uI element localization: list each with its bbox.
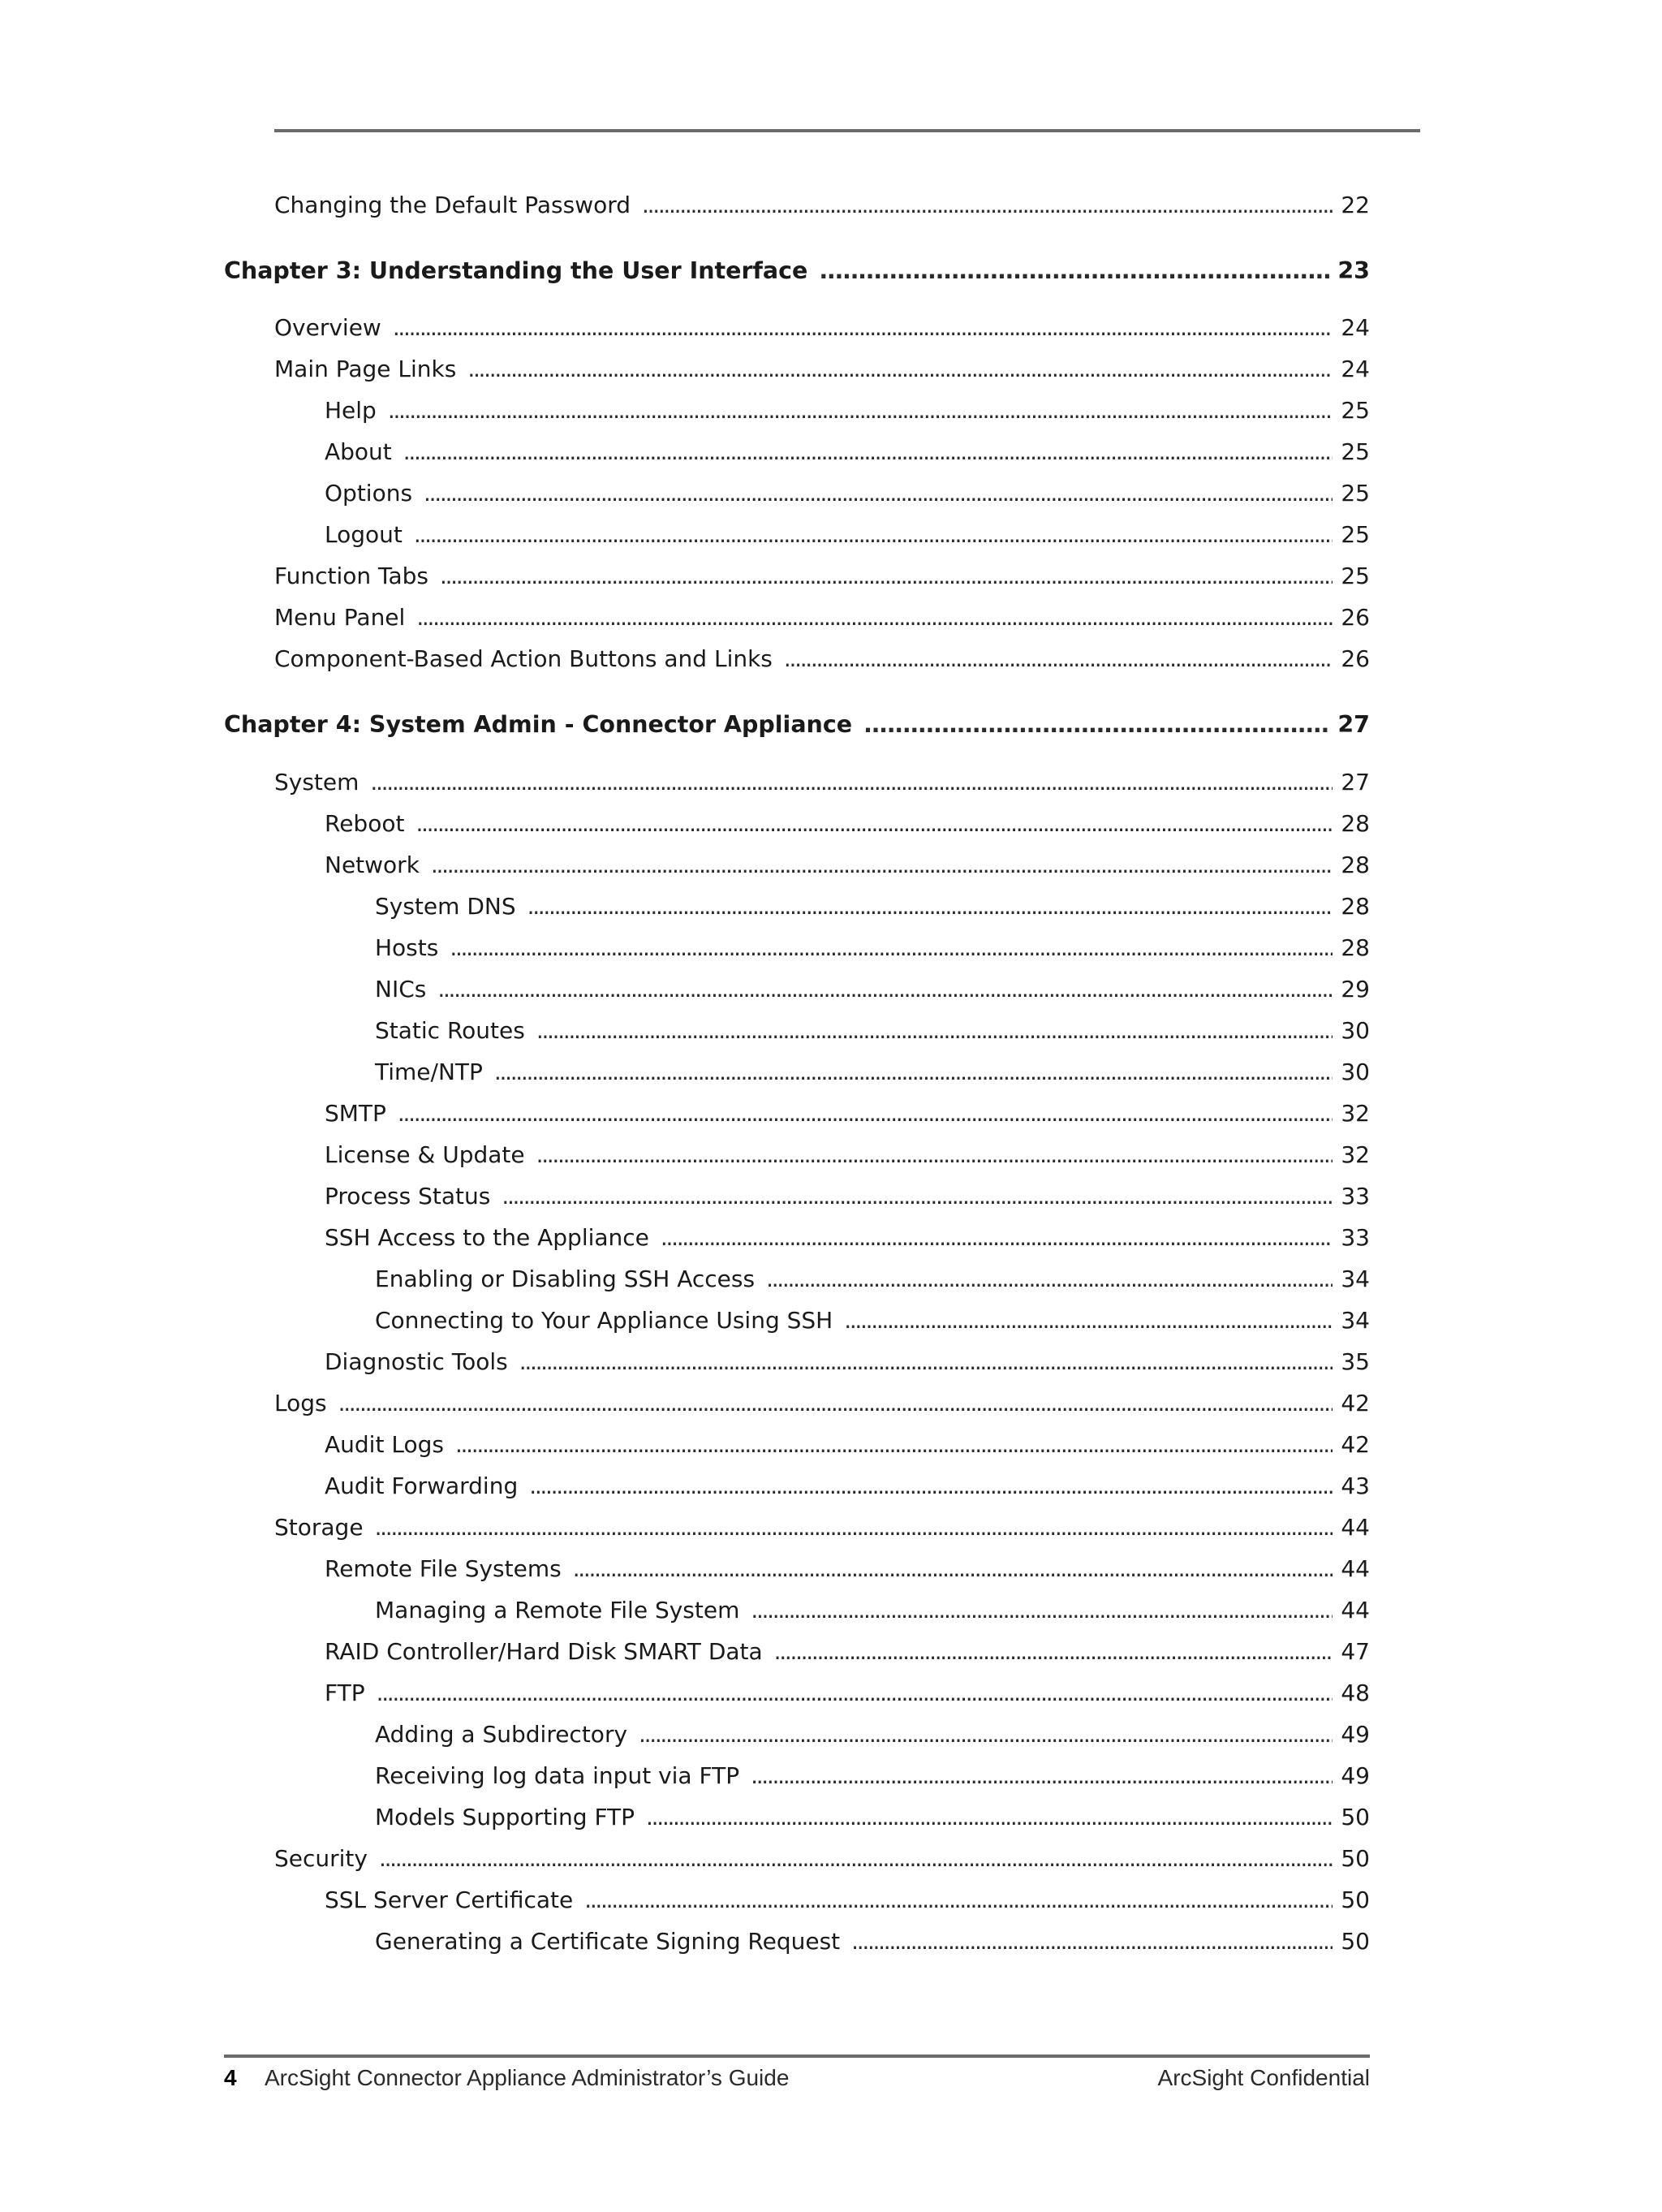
toc-dot-leader (863, 709, 1329, 741)
toc-dot-leader (519, 1346, 1333, 1378)
toc-dot-leader (584, 1884, 1333, 1917)
toc-entry-page-number: 25 (1341, 563, 1370, 589)
toc-entry[interactable] (325, 436, 1370, 468)
toc-entry-page-number: 26 (1341, 604, 1370, 631)
toc-entry[interactable] (274, 643, 1370, 675)
toc-entry[interactable] (325, 1139, 1370, 1171)
toc-entry-title: System DNS (375, 893, 516, 920)
footer-page-number: 4 (224, 2065, 237, 2090)
toc-entry-title: SSH Access to the Appliance (325, 1224, 649, 1251)
toc-entry-title: About (325, 438, 392, 465)
toc-entry-page-number: 26 (1341, 645, 1370, 672)
toc-dot-leader (639, 1718, 1333, 1751)
toc-entry[interactable] (325, 1677, 1370, 1710)
toc-entry-title: Process Status (325, 1183, 491, 1209)
toc-entry-page-number: 27 (1341, 769, 1370, 796)
toc-entry-title: Security (274, 1845, 368, 1872)
toc-dot-leader (494, 1056, 1333, 1089)
toc-dot-leader (414, 519, 1333, 551)
toc-entry-page-number: 22 (1341, 192, 1370, 218)
toc-dot-leader (642, 189, 1333, 222)
toc-entry-page-number: 24 (1341, 314, 1370, 341)
toc-entry-page-number: 23 (1337, 257, 1370, 284)
toc-dot-leader (527, 890, 1333, 923)
toc-dot-leader (379, 1843, 1333, 1875)
toc-dot-leader (766, 1263, 1333, 1296)
toc-entry-page-number: 50 (1341, 1928, 1370, 1955)
toc-dot-leader (424, 477, 1333, 510)
toc-entry-title: Changing the Default Password (274, 192, 631, 218)
toc-chapter-entry[interactable] (224, 255, 1370, 287)
toc-entry-title: NICs (375, 976, 427, 1003)
toc-entry-title: Network (325, 852, 420, 878)
toc-dot-leader (751, 1594, 1333, 1627)
toc-entry[interactable] (375, 932, 1370, 964)
toc-entry[interactable] (375, 1263, 1370, 1296)
toc-entry-page-number: 42 (1341, 1390, 1370, 1416)
toc-entry[interactable] (375, 890, 1370, 923)
footer-rule (224, 2055, 1370, 2058)
toc-entry-title: License & Update (325, 1141, 525, 1168)
toc-entry-title: System (274, 769, 360, 796)
toc-entry-page-number: 50 (1341, 1845, 1370, 1872)
toc-entry[interactable] (325, 1429, 1370, 1461)
toc-entry-page-number: 34 (1341, 1266, 1370, 1292)
toc-entry[interactable] (325, 1470, 1370, 1503)
toc-dot-leader (844, 1304, 1333, 1337)
toc-entry-title: Audit Logs (325, 1431, 444, 1458)
toc-dot-leader (573, 1553, 1333, 1585)
toc-dot-leader (416, 808, 1333, 840)
toc-entry[interactable] (274, 560, 1370, 593)
toc-chapter-entry[interactable] (224, 709, 1370, 741)
toc-entry[interactable] (325, 1553, 1370, 1585)
toc-entry[interactable] (375, 1594, 1370, 1627)
toc-entry-page-number: 50 (1341, 1804, 1370, 1830)
toc-dot-leader (467, 353, 1333, 386)
toc-entry-page-number: 49 (1341, 1721, 1370, 1748)
toc-entry-title: Connecting to Your Appliance Using SSH (375, 1307, 833, 1334)
toc-entry-page-number: 25 (1341, 521, 1370, 548)
toc-dot-leader (536, 1139, 1333, 1171)
toc-entry-page-number: 32 (1341, 1100, 1370, 1127)
toc-entry-page-number: 25 (1341, 397, 1370, 424)
toc-entry-title: Static Routes (375, 1017, 525, 1044)
toc-dot-leader (370, 766, 1333, 799)
toc-entry-page-number: 48 (1341, 1679, 1370, 1706)
toc-entry-title: Managing a Remote File System (375, 1597, 740, 1623)
toc-dot-leader (455, 1429, 1333, 1461)
toc-entry[interactable] (274, 766, 1370, 799)
toc-entry-title: Chapter 3: Understanding the User Interface (224, 257, 808, 284)
toc-entry[interactable] (274, 189, 1370, 222)
toc-entry-title: Remote File Systems (325, 1555, 562, 1582)
toc-dot-leader (819, 255, 1329, 287)
toc-entry-page-number: 25 (1341, 438, 1370, 465)
toc-entry-page-number: 28 (1341, 893, 1370, 920)
footer-confidential-label: ArcSight Confidential (1157, 2065, 1370, 2090)
toc-entry-title: Menu Panel (274, 604, 406, 631)
page-footer (224, 2060, 1370, 2096)
toc-entry-page-number: 50 (1341, 1886, 1370, 1913)
toc-dot-leader (375, 1511, 1333, 1544)
toc-entry[interactable] (325, 477, 1370, 510)
toc-entry-page-number: 34 (1341, 1307, 1370, 1334)
toc-entry-page-number: 44 (1341, 1555, 1370, 1582)
toc-entry-page-number: 24 (1341, 356, 1370, 382)
toc-dot-leader (338, 1387, 1333, 1420)
toc-entry-title: Component-Based Action Buttons and Links (274, 645, 773, 672)
toc-entry[interactable] (375, 973, 1370, 1006)
toc-dot-leader (851, 1925, 1333, 1958)
toc-entry-title: Logs (274, 1390, 327, 1416)
toc-entry[interactable] (375, 1015, 1370, 1047)
toc-entry-title: Storage (274, 1514, 364, 1541)
toc-dot-leader (774, 1636, 1333, 1668)
toc-dot-leader (536, 1015, 1333, 1047)
toc-entry-page-number: 30 (1341, 1059, 1370, 1085)
toc-entry-title: RAID Controller/Hard Disk SMART Data (325, 1638, 763, 1665)
toc-entry-title: Models Supporting FTP (375, 1804, 635, 1830)
toc-entry-title: Hosts (375, 934, 439, 961)
toc-entry-title: Reboot (325, 810, 405, 837)
toc-entry[interactable] (325, 395, 1370, 427)
toc-entry[interactable] (325, 849, 1370, 882)
toc-entry-page-number: 28 (1341, 852, 1370, 878)
toc-entry[interactable] (375, 1304, 1370, 1337)
toc-entry[interactable] (325, 1884, 1370, 1917)
toc-entry-page-number: 33 (1341, 1224, 1370, 1251)
toc-entry-page-number: 32 (1341, 1141, 1370, 1168)
toc-entry-page-number: 47 (1341, 1638, 1370, 1665)
toc-entry[interactable] (274, 602, 1370, 634)
toc-entry[interactable] (274, 1511, 1370, 1544)
toc-dot-leader (502, 1180, 1333, 1213)
toc-entry-title: FTP (325, 1679, 365, 1706)
toc-dot-leader (440, 560, 1333, 593)
toc-dot-leader (393, 312, 1333, 344)
toc-entry-title: SSL Server Certificate (325, 1886, 574, 1913)
toc-entry[interactable] (375, 1056, 1370, 1089)
toc-entry[interactable] (375, 1760, 1370, 1792)
toc-entry[interactable] (375, 1718, 1370, 1751)
toc-entry[interactable] (325, 808, 1370, 840)
toc-dot-leader (403, 436, 1333, 468)
toc-dot-leader (529, 1470, 1333, 1503)
toc-entry-title: Receiving log data input via FTP (375, 1762, 740, 1789)
toc-dot-leader (416, 602, 1333, 634)
toc-entry-title: SMTP (325, 1100, 386, 1127)
toc-entry[interactable] (325, 1222, 1370, 1254)
toc-entry-page-number: 44 (1341, 1597, 1370, 1623)
toc-entry-title: Logout (325, 521, 403, 548)
toc-entry[interactable] (325, 1097, 1370, 1130)
toc-entry[interactable] (375, 1925, 1370, 1958)
toc-dot-leader (398, 1097, 1333, 1130)
toc-entry-page-number: 25 (1341, 480, 1370, 507)
toc-entry-title: Time/NTP (375, 1059, 483, 1085)
toc-entry[interactable] (274, 1843, 1370, 1875)
toc-entry-title: Function Tabs (274, 563, 428, 589)
toc-entry-title: Options (325, 480, 413, 507)
toc-entry-title: Chapter 4: System Admin - Connector Appliance (224, 711, 853, 738)
toc-entry-page-number: 33 (1341, 1183, 1370, 1209)
toc-entry-title: Overview (274, 314, 381, 341)
toc-dot-leader (661, 1222, 1333, 1254)
toc-entry-page-number: 44 (1341, 1514, 1370, 1541)
toc-entry-title: Generating a Certificate Signing Request (375, 1928, 841, 1955)
toc-entry[interactable] (325, 519, 1370, 551)
toc-dot-leader (450, 932, 1333, 964)
toc-entry-page-number: 27 (1337, 711, 1370, 738)
toc-dot-leader (431, 849, 1333, 882)
toc-entry-title: Main Page Links (274, 356, 457, 382)
toc-entry[interactable] (325, 1346, 1370, 1378)
toc-entry-page-number: 49 (1341, 1762, 1370, 1789)
toc-dot-leader (377, 1677, 1333, 1710)
toc-entry-title: Enabling or Disabling SSH Access (375, 1266, 756, 1292)
toc-entry-title: Help (325, 397, 377, 424)
toc-entry[interactable] (325, 1180, 1370, 1213)
toc-entry[interactable] (325, 1636, 1370, 1668)
footer-document-title: ArcSight Connector Appliance Administrator’s Guide (265, 2065, 790, 2090)
toc-entry-page-number: 29 (1341, 976, 1370, 1003)
toc-dot-leader (388, 395, 1333, 427)
toc-dot-leader (751, 1760, 1333, 1792)
toc-entry-page-number: 35 (1341, 1348, 1370, 1375)
toc-entry-title: Audit Forwarding (325, 1473, 519, 1499)
toc-entry-page-number: 28 (1341, 934, 1370, 961)
toc-entry-page-number: 42 (1341, 1431, 1370, 1458)
toc-entry-page-number: 43 (1341, 1473, 1370, 1499)
toc-entry-title: Diagnostic Tools (325, 1348, 508, 1375)
toc-dot-leader (784, 643, 1333, 675)
toc-entry[interactable] (274, 1387, 1370, 1420)
toc-dot-leader (646, 1801, 1333, 1834)
toc-dot-leader (437, 973, 1333, 1006)
toc-entry-title: Adding a Subdirectory (375, 1721, 628, 1748)
toc-entry[interactable] (375, 1801, 1370, 1834)
toc-entry-page-number: 28 (1341, 810, 1370, 837)
toc-entry[interactable] (274, 353, 1370, 386)
toc-entry[interactable] (274, 312, 1370, 344)
toc-entry-page-number: 30 (1341, 1017, 1370, 1044)
